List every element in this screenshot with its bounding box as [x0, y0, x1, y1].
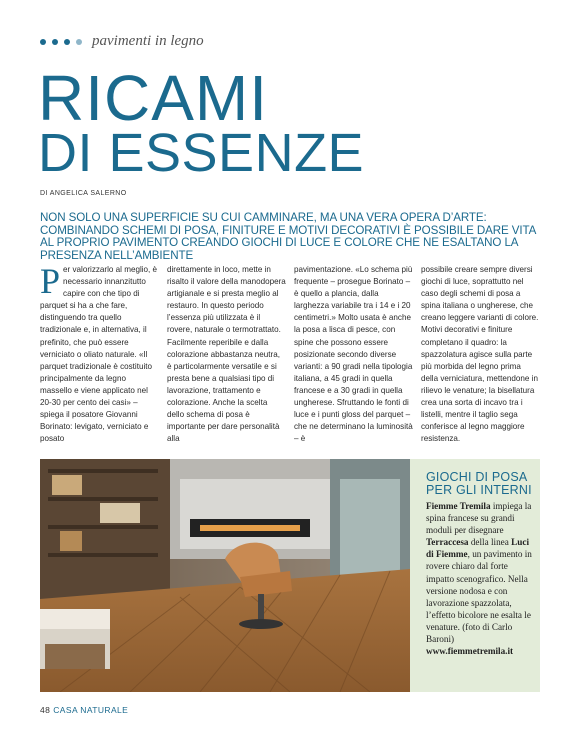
- caption-segment: della linea: [468, 537, 512, 548]
- page-number: 48: [40, 705, 51, 715]
- product-line: Luci di Fiemme: [426, 537, 529, 560]
- bullet-dot-icon: [52, 39, 58, 45]
- section-header: [40, 33, 204, 50]
- product-name: Terraccesa: [426, 537, 469, 548]
- lead-paragraph: NON SOLO UNA SUPERFICIE SU CUI CAMMINARE, MA UNA VERA OPERA D’ARTE: COMBINANDO SCHEMI DI POSA, FINITURE E MOTIVI DECORATIVI È POSSIBILE DARE VITA AL PROPRIO PAVIMENTO CREANDO GIOCHI DI LUCE E COLORE CHE NE ESALTANO LA PRESENZA NELL’AMBIENTE: [40, 211, 536, 262]
- photo-caption-box: [410, 459, 540, 692]
- page-title-line2: DI ESSENZE: [38, 123, 365, 183]
- section-label: pavimenti in legno: [92, 33, 204, 49]
- brand-name: Fiemme Tremila: [426, 501, 491, 511]
- dropcap: P: [40, 261, 61, 301]
- website-link[interactable]: www.fiemmetremila.it: [426, 646, 514, 657]
- article-column-1: [40, 261, 159, 454]
- caption-text: [426, 500, 538, 657]
- article-column-4: possibile creare sempre diversi giochi di luce, soprattutto nel caso degli schemi di posa a spina italiana o ungherese, che creano leggere varianti di colore. Motivi decorativi e finiture completano il quadro: la spazzolatura agisce sulla parte più morbida del legno prima della verniciatura, mettendone in rilievo le venature; la bisellatura crea una sorta di incavo tra i listelli, mentre il taglio sega conferisce al legno maggiore resistenza.: [421, 265, 539, 444]
- bullet-dot-icon: [40, 39, 46, 45]
- magazine-name: CASA NATURALE: [53, 705, 129, 715]
- caption-segment: , un pavimento in rovere chiaro dal forte impatto scenografico. Nella versione nodosa e con lavorazione spazzolata, l’effetto bicolore ne esalta le venature. (foto di Carlo Baroni): [426, 549, 532, 645]
- caption-title: GIOCHI DI POSA PER GLI INTERNI: [426, 470, 532, 497]
- column-text: er valorizzarlo al meglio, è necessario innanzitutto capire con che tipo di parquet si ha a che fare, distinguendo tra quello tradizionale e, in alternativa, il prefinito, che può essere verniciato o oliato naturale. «Il parquet tradizionale è costituito principalmente da legno massello e viene applicato nel 20-30 per cento dei casi» – spiega il posatore Giovanni Borinato: levigato, verniciato e posato: [40, 265, 158, 444]
- interior-photo: [40, 459, 410, 692]
- article-column-3: pavimentazione. «Lo schema più frequente – prosegue Borinato – è quello a plancia, dalla larghezza variabile tra i 14 e i 20 centimetri.» Molto usata è anche la posa a lisca di pesce, con spine che possono essere posizionate secondo diverse varianti: a 90 gradi nella tipologia italiana, a 45 gradi in quella francese e a 30 gradi in quella ungherese. Sfruttando le fonti di luce e i punti gloss del parquet – che ne determinano la luminosità – è: [294, 265, 413, 444]
- caption-segment: impiega la spina francese su grandi moduli per disegnare: [426, 501, 532, 536]
- author-byline: DI ANGELICA SALERNO: [40, 190, 127, 197]
- bullet-dot-icon: [64, 39, 70, 45]
- article-column-2: direttamente in loco, mette in risalto il valore della manodopera artigianale e si presta meglio al restauro. In questo periodo l’essenza più utilizzata è il rovere, naturale o termotrattato. Facilmente reperibile e dalla colorazione abbastanza neutra, è particolarmente versatile e si presta bene a qualsiasi tipo di lavorazione, trattamento e colorazione. Anche la scelta dello schema di posa è importante per dare personalità alla: [167, 265, 286, 444]
- bullet-dot-icon: [76, 39, 82, 45]
- page-title-line1: RICAMI: [38, 62, 268, 134]
- article-body: [40, 261, 540, 454]
- page-footer: [40, 705, 128, 715]
